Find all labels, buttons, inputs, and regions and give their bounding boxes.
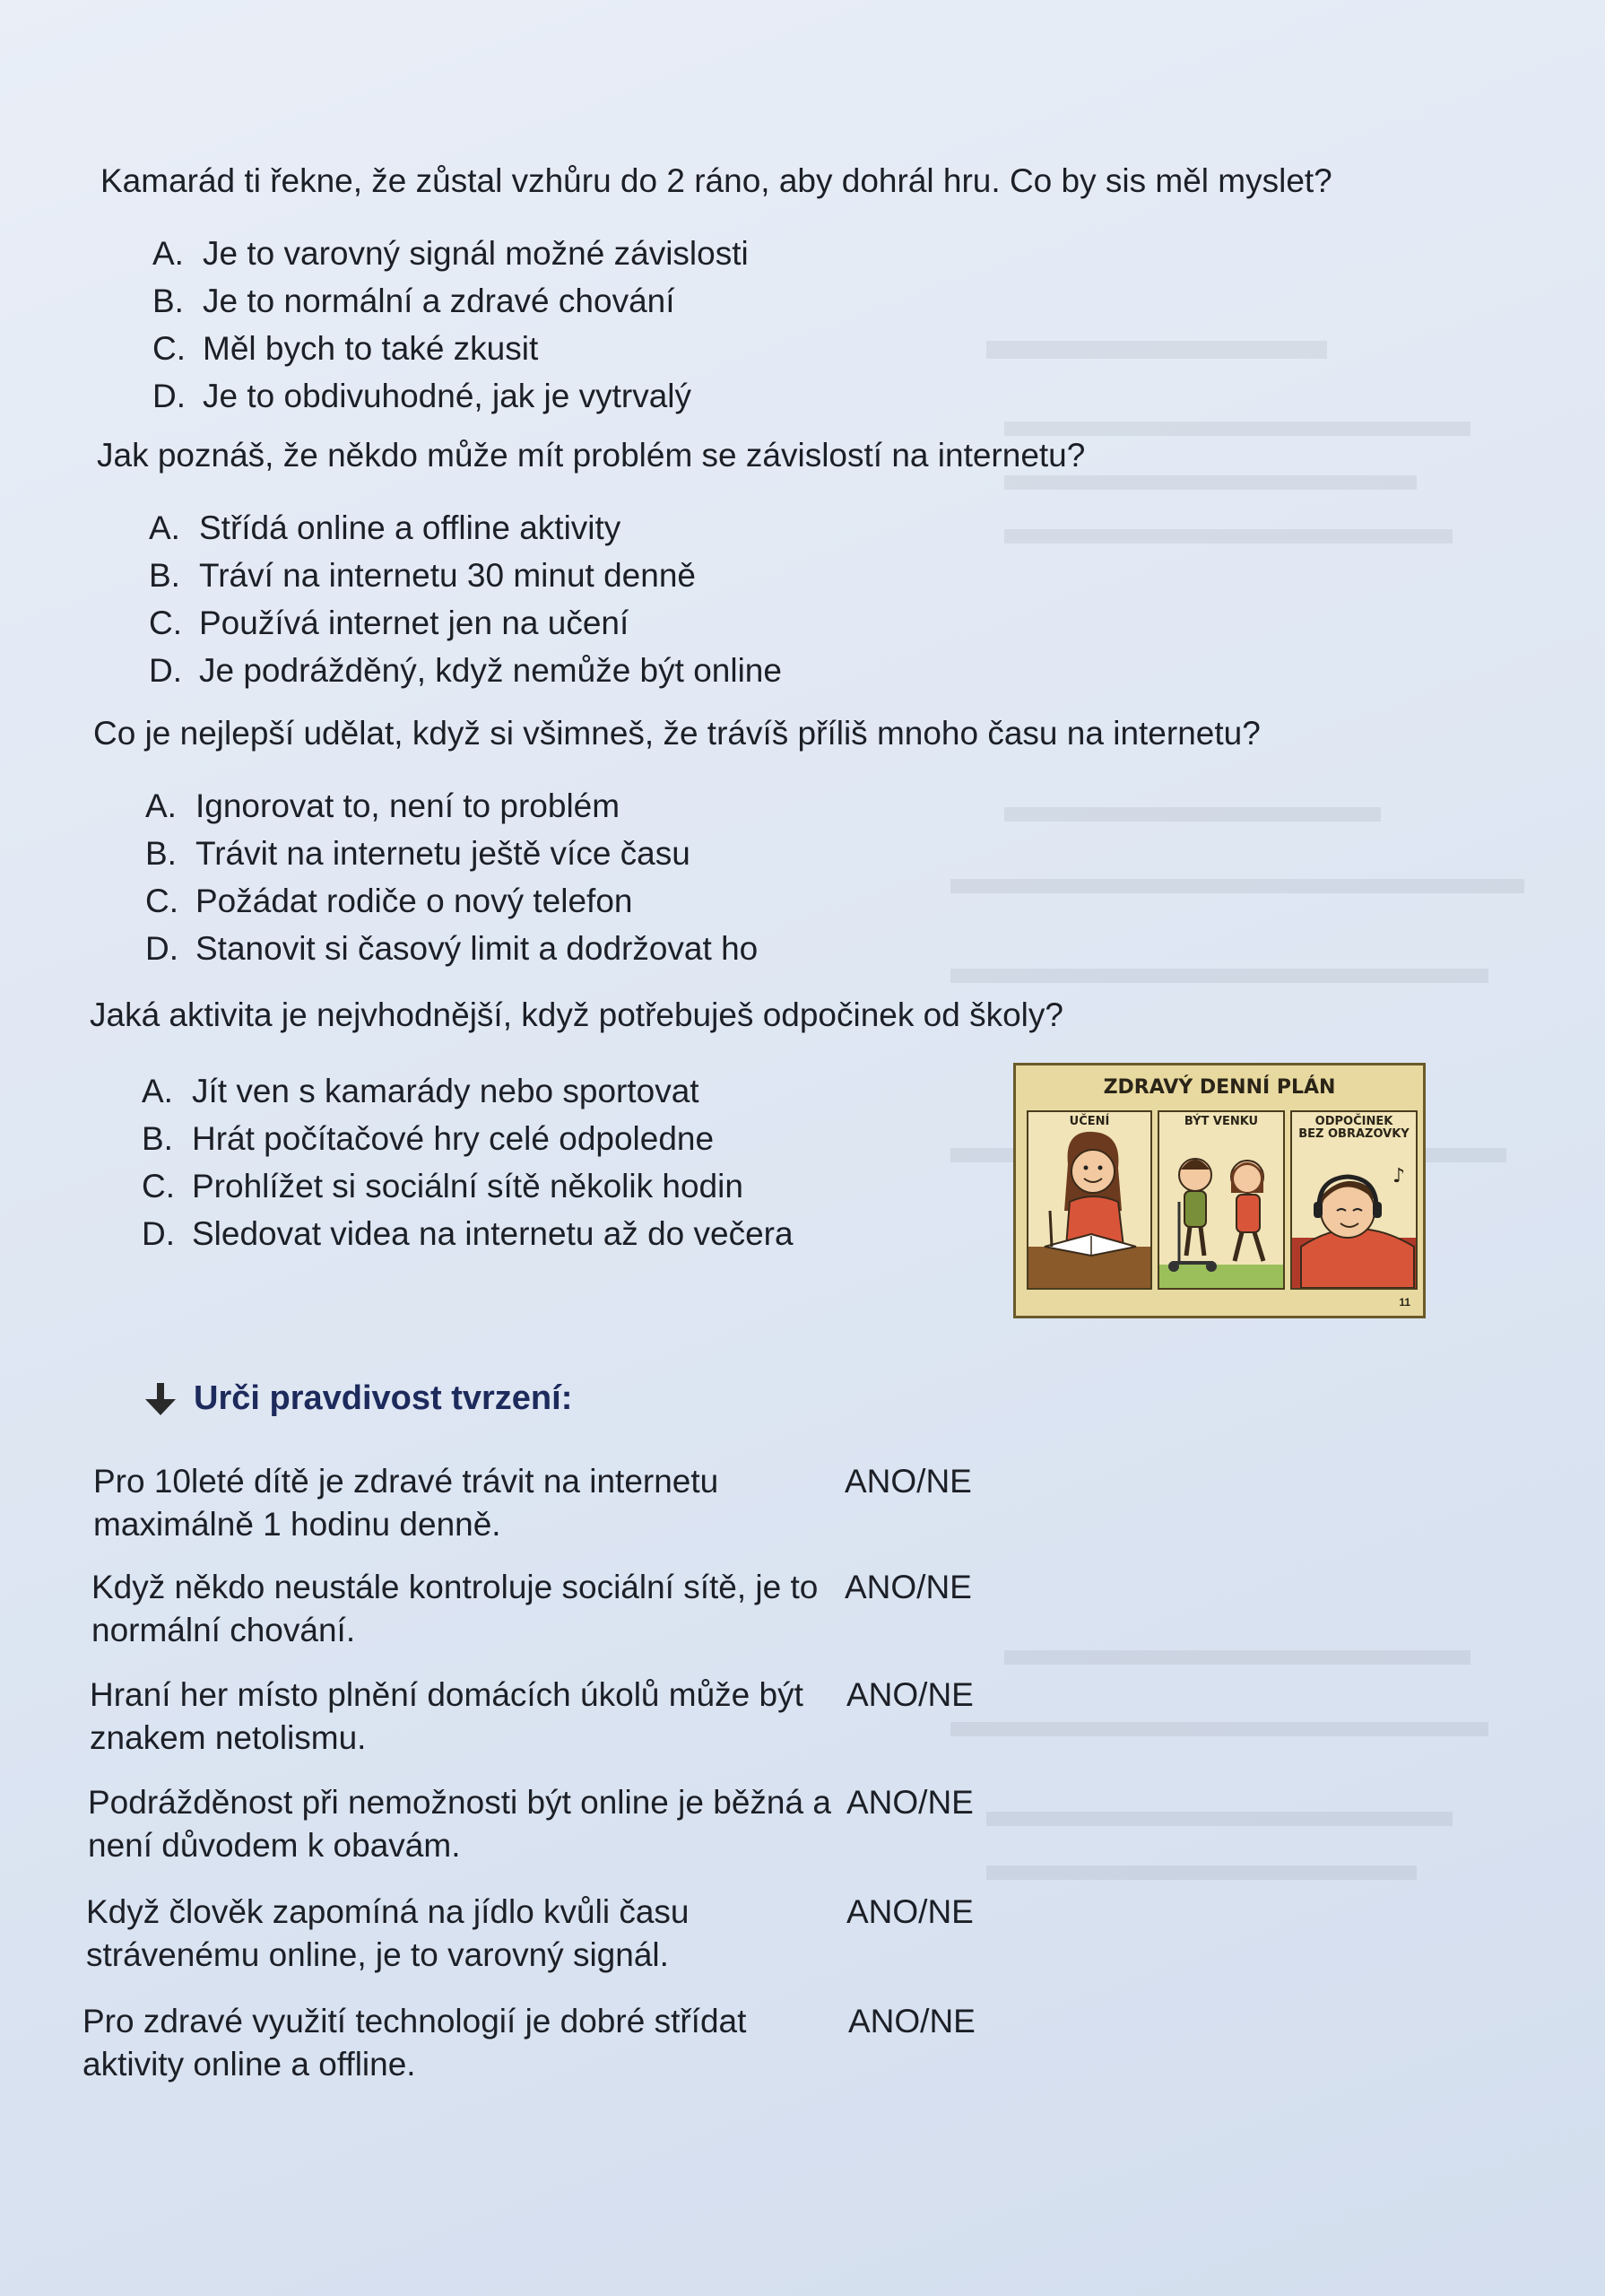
- statement-text: Podrážděnost při nemožnosti být online je běžná a není důvodem k obavám.: [88, 1784, 831, 1864]
- question-2-options: [149, 504, 782, 694]
- kids-outdoors-icon: [1159, 1112, 1283, 1288]
- question-3-option-d[interactable]: [145, 925, 758, 972]
- question-2-option-c[interactable]: [149, 599, 782, 647]
- option-letter: C.: [142, 1168, 175, 1205]
- panel-learning-label: UČENÍ: [1069, 1115, 1110, 1128]
- option-text: Měl bych to také zkusit: [203, 330, 539, 367]
- statement-answer[interactable]: ANO/NE: [846, 1784, 974, 1821]
- question-1-option-b[interactable]: [152, 277, 749, 325]
- statement-answer[interactable]: ANO/NE: [848, 2003, 976, 2039]
- option-letter: D.: [145, 930, 178, 967]
- option-letter: C.: [152, 330, 186, 367]
- true-false-heading: [142, 1379, 572, 1418]
- true-false-heading-text: Urči pravdivost tvrzení:: [194, 1379, 573, 1417]
- option-letter: A.: [152, 235, 184, 272]
- question-2-option-d[interactable]: [149, 647, 782, 694]
- question-4-title: Jaká aktivita je nejvhodnější, když potřebuješ odpočinek od školy?: [90, 996, 1063, 1033]
- option-letter: C.: [145, 883, 178, 919]
- question-1-option-a[interactable]: [152, 230, 749, 277]
- panel-rest-label: [1292, 1116, 1416, 1141]
- question-3-option-b[interactable]: [145, 830, 758, 877]
- option-text: Prohlížet si sociální sítě několik hodin: [192, 1168, 743, 1205]
- question-4-option-c[interactable]: [142, 1162, 794, 1210]
- option-text: Jít ven s kamarády nebo sportovat: [192, 1073, 699, 1109]
- question-4-option-b[interactable]: [142, 1115, 794, 1162]
- option-letter: A.: [142, 1073, 173, 1109]
- statement-answer[interactable]: ANO/NE: [846, 1893, 974, 1930]
- illustration-page-number: 11: [1399, 1296, 1410, 1309]
- option-letter: D.: [149, 652, 182, 689]
- option-text: Požádat rodiče o nový telefon: [195, 883, 633, 919]
- panel-rest-label-line1: ODPOČINEK: [1314, 1115, 1393, 1128]
- question-2-option-b[interactable]: [149, 552, 782, 599]
- option-letter: D.: [152, 378, 186, 414]
- option-letter: A.: [145, 787, 177, 824]
- question-3-option-c[interactable]: [145, 877, 758, 925]
- option-text: Trávit na internetu ještě více času: [195, 835, 690, 872]
- option-text: Tráví na internetu 30 minut denně: [199, 557, 696, 594]
- panel-rest-label-line2: BEZ OBRAZOVKY: [1298, 1127, 1410, 1141]
- down-arrow-bullet-icon: [142, 1381, 179, 1417]
- option-letter: B.: [152, 283, 184, 319]
- question-1-option-c[interactable]: [152, 325, 749, 372]
- option-text: Ignorovat to, není to problém: [195, 787, 620, 824]
- statement-answer[interactable]: ANO/NE: [846, 1676, 974, 1713]
- illustration-title: ZDRAVÝ DENNÍ PLÁN: [1103, 1076, 1336, 1099]
- option-text: Používá internet jen na učení: [199, 604, 629, 641]
- statement-text: Když člověk zapomíná na jídlo kvůli času strávenému online, je to varovný signál.: [86, 1893, 690, 1973]
- option-letter: B.: [145, 835, 177, 872]
- option-letter: C.: [149, 604, 182, 641]
- question-4-option-a[interactable]: [142, 1067, 794, 1115]
- option-text: Střídá online a offline aktivity: [199, 509, 621, 546]
- question-1-options: [152, 230, 749, 420]
- option-letter: D.: [142, 1215, 175, 1252]
- question-2-option-a[interactable]: [149, 504, 782, 552]
- statement-text: Když někdo neustále kontroluje sociální sítě, je to normální chování.: [91, 1569, 819, 1648]
- statement-answer[interactable]: ANO/NE: [845, 1463, 972, 1500]
- question-2-title: Jak poznáš, že někdo může mít problém se závislostí na internetu?: [97, 437, 1086, 474]
- option-text: Je to obdivuhodné, jak je vytrvalý: [203, 378, 692, 414]
- option-letter: B.: [149, 557, 180, 594]
- question-3-title: Co je nejlepší udělat, když si všimneš, že trávíš příliš mnoho času na internetu?: [93, 715, 1261, 752]
- option-text: Stanovit si časový limit a dodržovat ho: [195, 930, 759, 967]
- question-1-title: Kamarád ti řekne, že zůstal vzhůru do 2 ráno, aby dohrál hru. Co by sis měl myslet?: [100, 162, 1332, 199]
- panel-learning: [1027, 1110, 1152, 1290]
- question-4-options: [142, 1067, 794, 1257]
- panel-outdoors: [1158, 1110, 1285, 1290]
- option-text: Je to normální a zdravé chování: [203, 283, 675, 319]
- option-letter: B.: [142, 1120, 173, 1157]
- girl-studying-icon: [1028, 1112, 1150, 1288]
- option-text: Je podrážděný, když nemůže být online: [199, 652, 782, 689]
- panel-outdoors-label: BÝT VENKU: [1184, 1115, 1259, 1128]
- statement-text: Pro zdravé využití technologií je dobré střídat aktivity online a offline.: [82, 2003, 747, 2083]
- statement-text: Pro 10leté dítě je zdravé trávit na internetu maximálně 1 hodinu denně.: [93, 1463, 719, 1543]
- statement-text: Hraní her místo plnění domácích úkolů může být znakem netolismu.: [90, 1676, 803, 1756]
- statement-answer[interactable]: ANO/NE: [845, 1569, 972, 1605]
- question-3-option-a[interactable]: [145, 782, 758, 830]
- svg-text:♪: ♪: [1392, 1165, 1406, 1187]
- option-text: Hrát počítačové hry celé odpoledne: [192, 1120, 715, 1157]
- healthy-daily-plan-illustration: [1013, 1063, 1426, 1318]
- option-text: Sledovat videa na internetu až do večera: [192, 1215, 794, 1252]
- question-3-options: [145, 782, 758, 972]
- option-text: Je to varovný signál možné závislosti: [203, 235, 749, 272]
- question-4-option-d[interactable]: [142, 1210, 794, 1257]
- question-1-option-d[interactable]: [152, 372, 749, 420]
- panel-rest: [1290, 1110, 1418, 1290]
- option-letter: A.: [149, 509, 180, 546]
